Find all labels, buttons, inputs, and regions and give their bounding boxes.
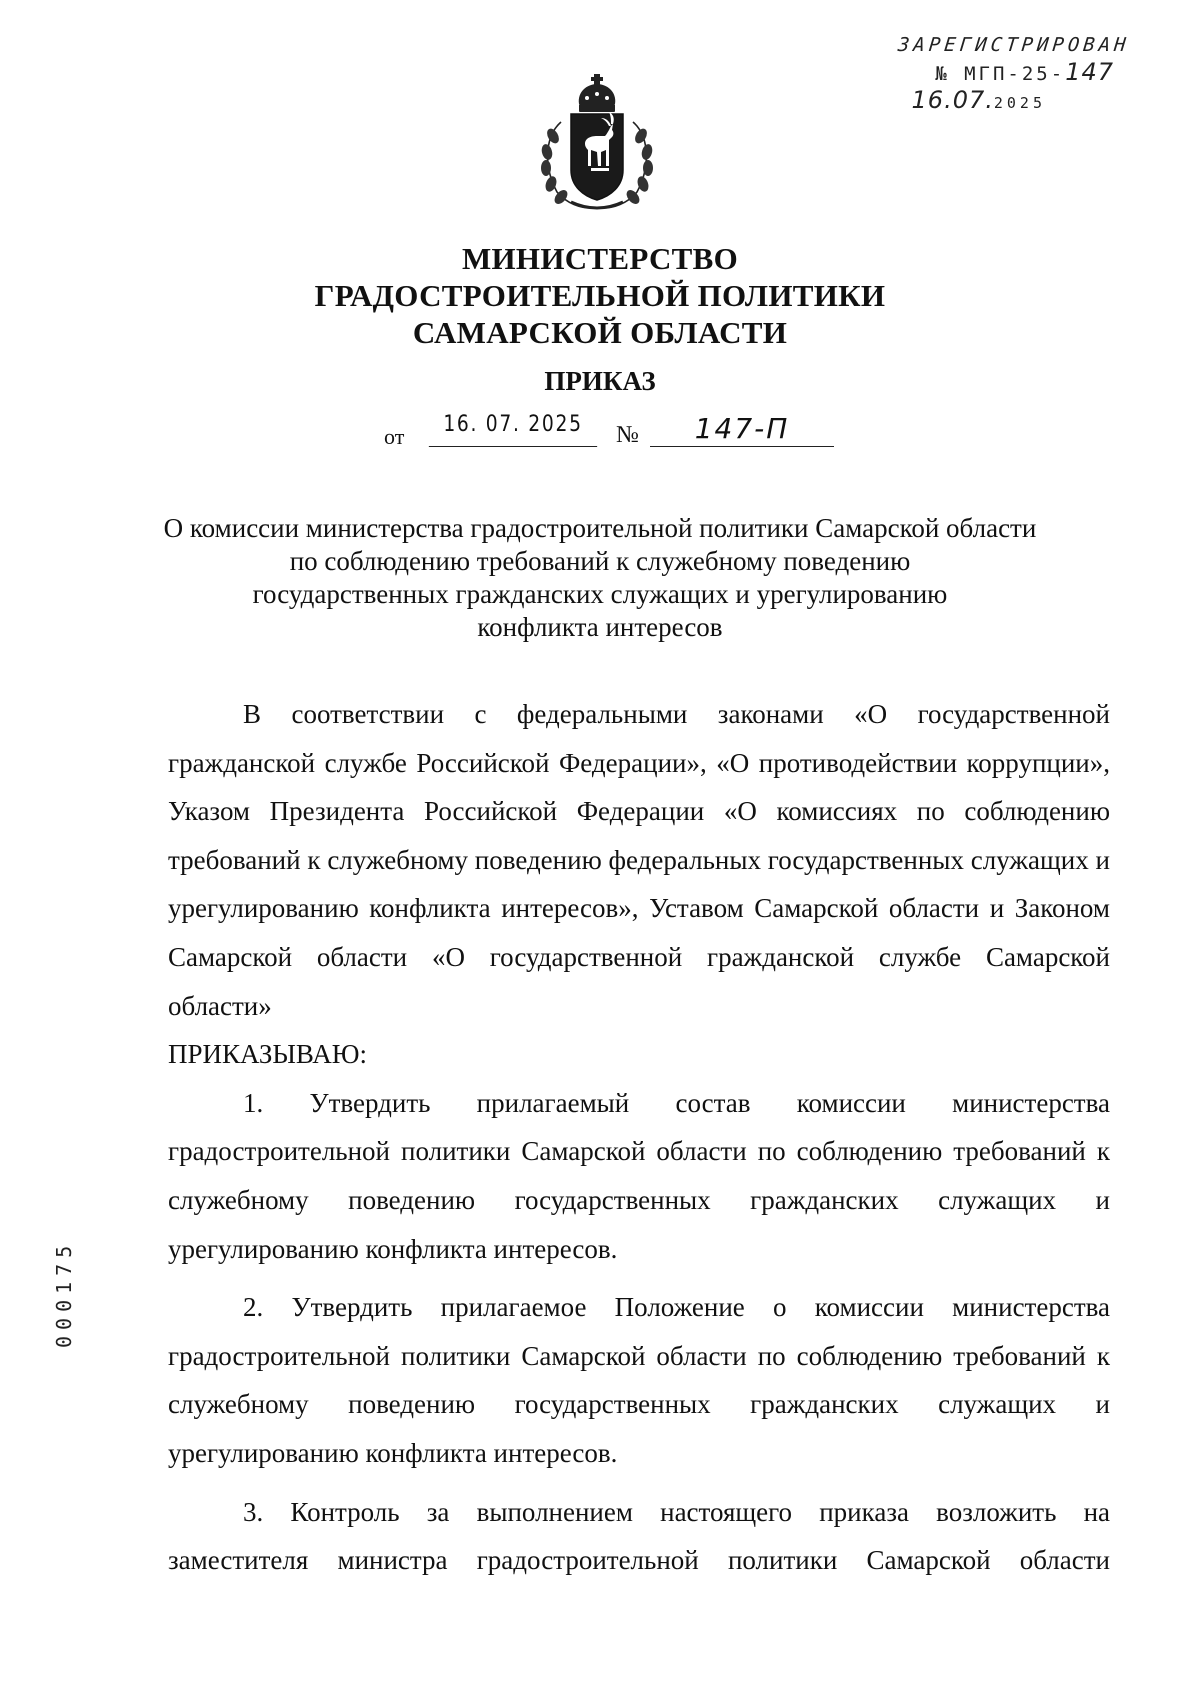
- order-from-label: от: [384, 424, 405, 449]
- order-number-field: 147-П: [650, 412, 834, 447]
- header-line-2: ГРАДОСТРОИТЕЛЬНОЙ ПОЛИТИКИ: [314, 278, 886, 313]
- order-number-label: №: [616, 422, 639, 448]
- ministry-header: [0, 240, 1200, 351]
- header-line-3: САМАРСКОЙ ОБЛАСТИ: [412, 315, 788, 350]
- subject-line-3: государственных гражданских служащих и урегулированию: [252, 579, 948, 609]
- order-item-1: 1. Утвердить прилагаемый состав комиссии министерства градостроительной политики Самарской области по соблюдению требований к служебному поведению государственных гражданских служащих и урегулированию конфликта интересов.: [168, 1087, 1110, 1264]
- stamp-number-handwritten: 147: [1065, 58, 1114, 86]
- samara-coat-of-arms-icon: [531, 74, 663, 214]
- stamp-date-handwritten: 16.07.: [911, 86, 994, 114]
- subject-line-1: О комиссии министерства градостроительной политики Самарской области: [163, 513, 1037, 543]
- preamble-paragraph: В соответствии с федеральными законами «О государственной гражданской службе Российской Федерации», «О противодействии коррупции», Указом Президента Российской Федерации «О комиссиях по соблюдению требований к служебному поведению федеральных государственных служащих и урегулированию конфликта интересов», Уставом Самарской области и Законом Самарской области «О государственной гражданской службе Самарской области»: [168, 699, 1110, 1021]
- order-subject: [0, 512, 1200, 644]
- order-item-3: 3. Контроль за выполнением настоящего приказа возложить на заместителя министра градостроительной политики Самарской области: [168, 1496, 1110, 1576]
- subject-line-4: конфликта интересов: [477, 612, 723, 642]
- order-date-number-line: [384, 412, 834, 452]
- order-item-2: 2. Утвердить прилагаемое Положение о комиссии министерства градостроительной политики Самарской области по соблюдению требований к служебному поведению государственных гражданских служащих и урегулированию конфликта интересов.: [168, 1292, 1110, 1468]
- stamp-registration-number: [898, 58, 1128, 86]
- registration-stamp: [896, 34, 1131, 114]
- order-body: [168, 690, 1110, 1585]
- subject-line-2: по соблюдению требований к служебному поведению: [289, 546, 911, 576]
- page-serial-number: 000175: [52, 1239, 76, 1348]
- stamp-year: 2025: [993, 94, 1046, 112]
- order-word: ПРИКАЗЫВАЮ:: [168, 1039, 367, 1070]
- order-date-field: 16. 07. 2025: [429, 412, 597, 447]
- stamp-number-prefix: № МГП-25-: [935, 63, 1066, 85]
- header-line-1: МИНИСТЕРСТВО: [461, 241, 739, 276]
- order-title: ПРИКАЗ: [544, 366, 656, 396]
- stamp-registered-label: ЗАРЕГИСТРИРОВАН: [896, 34, 1131, 56]
- stamp-date: [898, 86, 1128, 114]
